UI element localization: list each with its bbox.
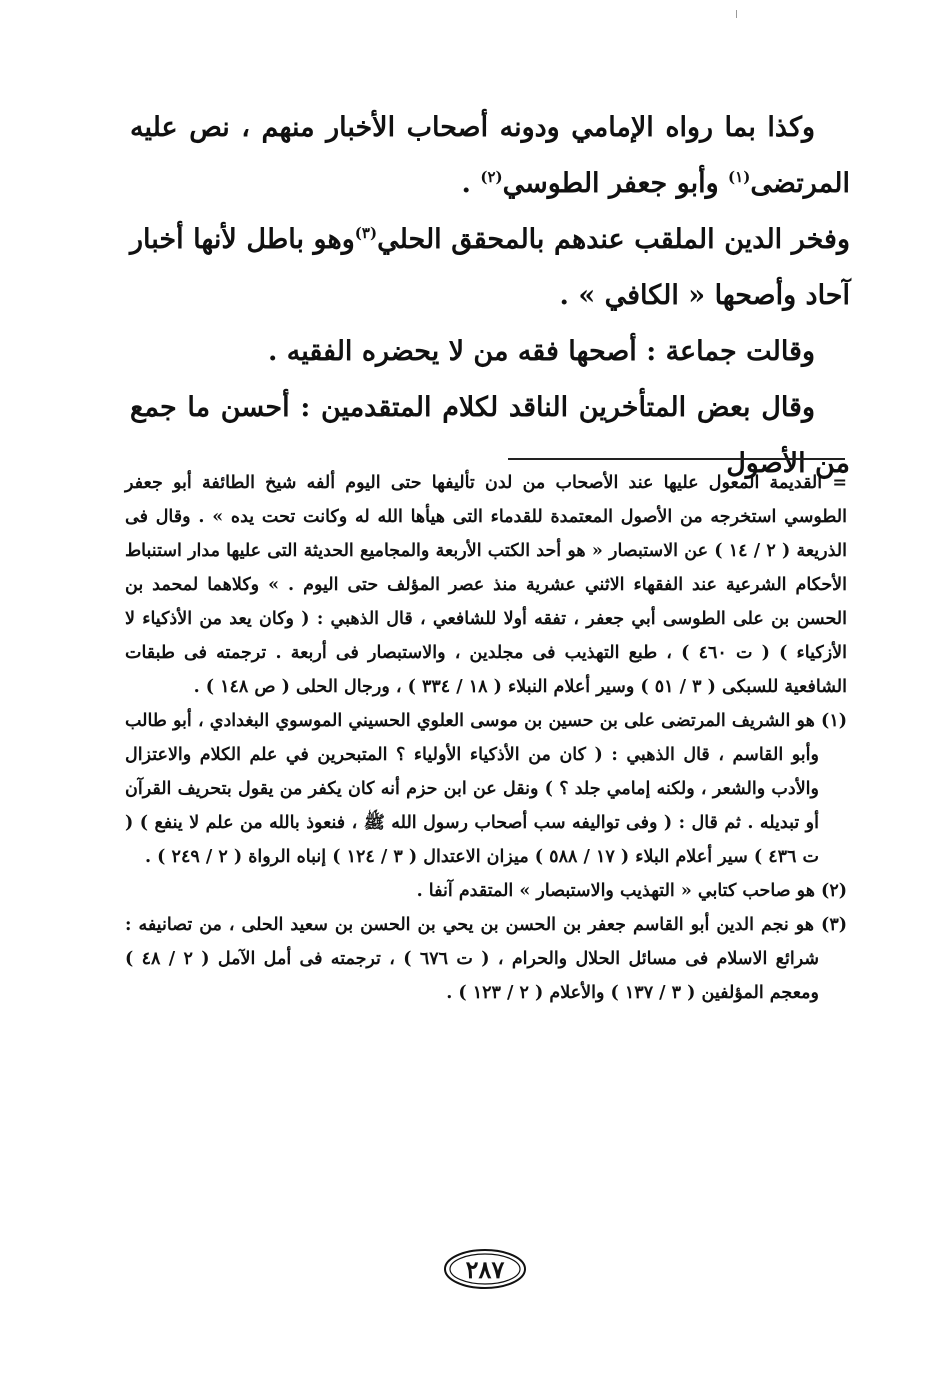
footnote-ref-3[interactable]: (٣)	[354, 224, 378, 242]
paragraph-1-line-1: وكذا بما رواه الإمامي ودونه أصحاب الأخبار منهم ، نص عليه	[130, 112, 815, 143]
paragraph-1-text-2: وأبو جعفر الطوسي	[502, 168, 729, 199]
footnote-3: (٣) هو نجم الدين أبو القاسم جعفر بن الحسن بن يحي بن الحسن بن سعيد الحلى ، من تصانيفه : شرائع الاسلام فى مسائل الحلال والحرام ، ( ت ٦٧٦ ) ، ترجمته فى أمل الآمل ( ٢ / ٤٨ ) ومعجم المؤلفين ( ٣ / ١٣٧ ) والأعلام ( ٢ / ١٢٣ ) .	[125, 915, 847, 1003]
main-text	[130, 100, 850, 492]
paragraph-2-text-2: وهو باطل لأنها أخبار آحاد	[130, 224, 850, 311]
page-number-label: ٢٨٧	[465, 1254, 505, 1284]
paragraph-4: وقال بعض المتأخرين الناقد لكلام المتقدمين : أحسن ما جمع من الأصول	[130, 392, 850, 479]
paragraph-2	[130, 212, 850, 324]
page-number	[443, 1247, 527, 1291]
footnotes	[125, 466, 847, 1010]
paragraph-1	[130, 100, 850, 212]
paragraph-1-end: .	[461, 168, 481, 199]
footnote-separator	[508, 458, 845, 460]
paragraph-2-line-2: وأصحها « الكافي » .	[559, 280, 797, 311]
paragraph-2-text: وفخر الدين الملقب عندهم بالمحقق الحلي	[377, 224, 851, 255]
footnote-ref-2[interactable]: (٢)	[480, 168, 503, 186]
footnote-1: (١) هو الشريف المرتضى على بن حسين بن موسى العلوي الحسيني الموسوي البغدادي ، أبو طالب وأبو القاسم ، قال الذهبي : ( كان من الأذكياء الأولياء ؟ المتبحرين في علم الكلام والاعتزال والأدب والشعر ، ولكنه إمامي جلد ؟ ) ونقل عن ابن حزم أنه كان يكفر من يقول بتحريف القرآن أو تبديله . ثم قال : ( وفى تواليفه سب أصحاب رسول الله ﷺ ، فنعوذ بالله من علم لا ينفع ) ( ت ٤٣٦ ) سير أعلام البلاء ( ١٧ / ٥٨٨ ) ميزان الاعتدال ( ٣ / ١٢٤ ) إنباه الرواة ( ٢ / ٢٤٩ ) .	[125, 711, 847, 867]
scan-mark	[736, 10, 737, 18]
footnote-continuation: = القديمة المعول عليها عند الأصحاب من لدن تأليفها حتى اليوم ألفه شيخ الطائفة أبو جعفر الطوسي استخرجه من الأصول المعتمدة للقدماء التى هيأها الله له وكانت تحت يده » . وقال فى الذريعة ( ٢ / ١٤ ) عن الاستبصار « هو أحد الكتب الأربعة والمجاميع الحديثة التى عليها مدار استنباط الأحكام الشرعية عند الفقهاء الاثني عشرية منذ عصر المؤلف حتى اليوم . » وكلاهما لمحمد بن الحسن بن على الطوسى أبي جعفر ، تفقه أولا للشافعي ، قال الذهبي : ( وكان يعد من الأذكياء لا الأزكياء ) ( ت ٤٦٠ ) ، طبع التهذيب فى مجلدين ، والاستبصار فى أربعة . ترجمته فى طبقات الشافعية للسبكى ( ٣ / ٥١ ) وسير أعلام النبلاء ( ١٨ / ٣٣٤ ) ، ورجال الحلى ( ص ١٤٨ ) .	[125, 473, 847, 697]
footnote-ref-1[interactable]: (١)	[728, 168, 751, 186]
paragraph-3: وقالت جماعة : أصحها فقه من لا يحضره الفقيه .	[267, 336, 815, 367]
paragraph-1-text: المرتضى	[750, 168, 850, 199]
footnote-2: (٢) هو صاحب كتابي « التهذيب والاستبصار » المتقدم آنفا .	[416, 881, 847, 901]
